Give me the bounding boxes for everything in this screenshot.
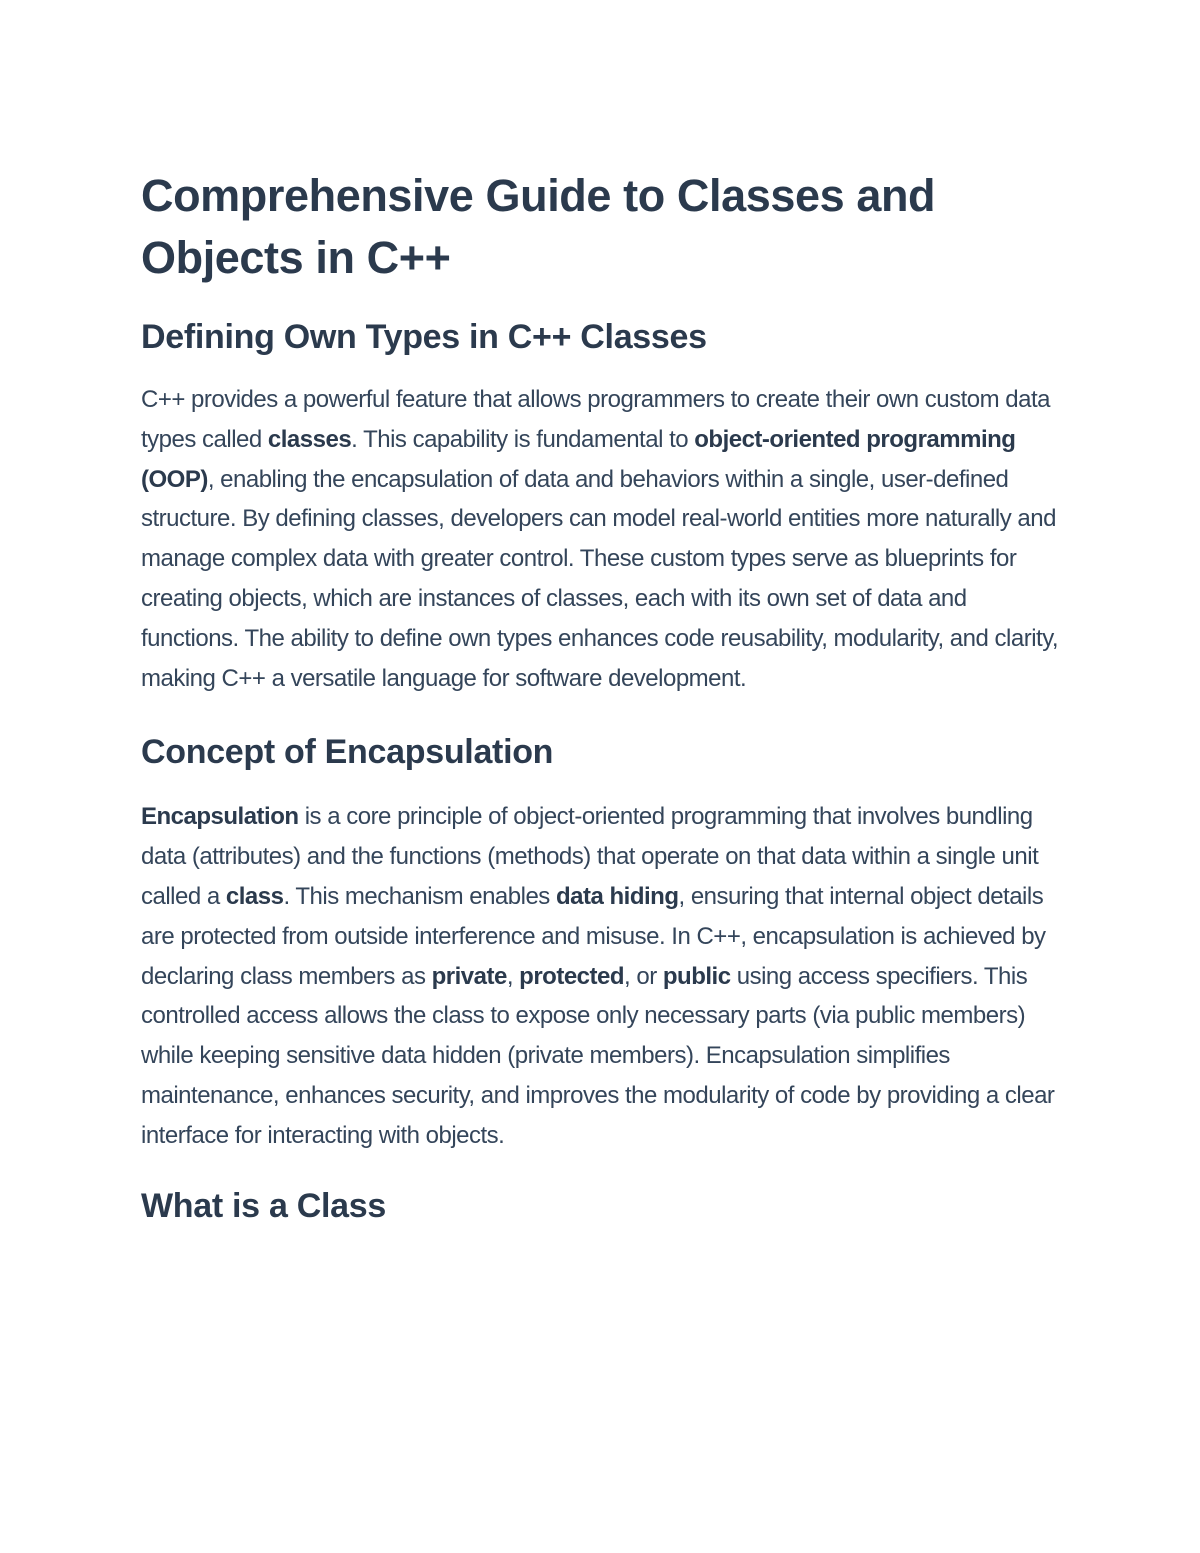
bold-term-encapsulation: Encapsulation bbox=[141, 803, 299, 831]
text-run: C++ provides a powerful feature that allows programmers to create their own custom data types called bbox=[141, 386, 1050, 453]
text-run: , enabling the encapsulation of data and behaviors within a single, user-defined structure. By defining classes, developers can model real-world entities more naturally and manage complex data with greater control. These custom types serve as blueprints for creating objects, which are instances of classes, each with its own set of data and functions. The ability to define own types enhances code reusability, modularity, and clarity, making C++ a versatile language for software development. bbox=[141, 465, 1059, 692]
bold-term-public: public bbox=[662, 962, 731, 990]
text-run: using access specifiers. This controlled access allows the class to expose only necessary parts (via public members) while keeping sensitive data hidden (private members). Encapsulation simplifies maintenance, enhances security, and improves the modularity of code by providing a clear interface for interacting with objects. bbox=[141, 962, 1055, 1149]
paragraph-defining-own-types bbox=[141, 380, 1066, 698]
text-run: , or bbox=[624, 962, 663, 990]
paragraph-encapsulation bbox=[141, 797, 1066, 1155]
text-run: . This capability is fundamental to bbox=[351, 425, 695, 453]
bold-term-private: private bbox=[431, 962, 507, 990]
bold-term-protected: protected bbox=[519, 962, 625, 990]
bold-term-classes: classes bbox=[267, 425, 352, 453]
text-run: , ensuring that internal object details are protected from outside interference and misuse. In C++, encapsulation is achieved by declaring class members as bbox=[141, 882, 1046, 990]
text-run: is a core principle of object-oriented programming that involves bundling data (attributes) and the functions (methods) that operate on that data within a single unit called a bbox=[141, 803, 1039, 910]
text-run: . This mechanism enables bbox=[283, 882, 556, 910]
bold-term-class: class bbox=[225, 882, 284, 910]
section-heading-defining-own-types: Defining Own Types in C++ Classes bbox=[141, 318, 707, 356]
document-title: Comprehensive Guide to Classes and Objects in C++ bbox=[141, 170, 936, 283]
bold-term-data-hiding: data hiding bbox=[555, 882, 679, 910]
document-page bbox=[141, 165, 1066, 1226]
section-heading-what-is-a-class: What is a Class bbox=[141, 1186, 386, 1225]
text-run: , bbox=[506, 962, 520, 990]
section-heading-encapsulation: Concept of Encapsulation bbox=[141, 733, 554, 772]
bold-term-oop: object-oriented programming (OOP) bbox=[141, 425, 1016, 493]
